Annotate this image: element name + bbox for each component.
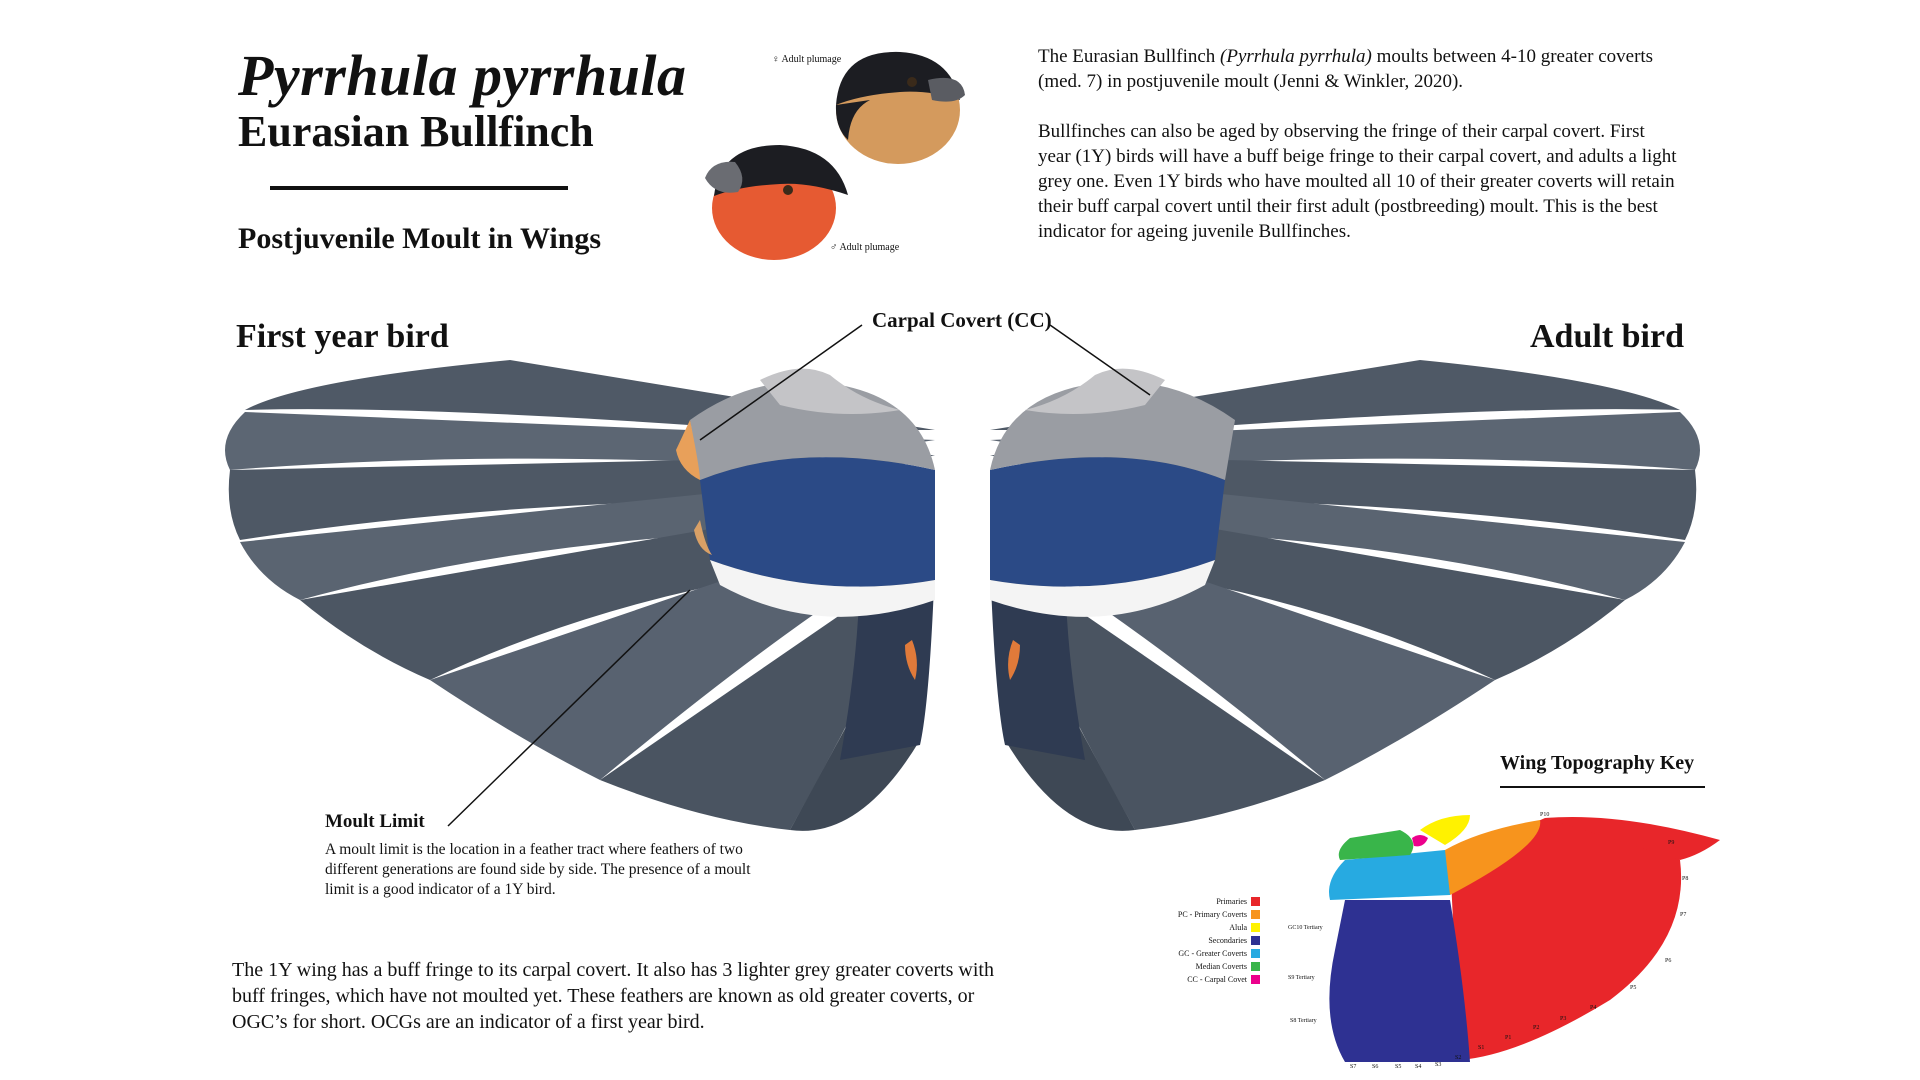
legend-item	[1130, 921, 1260, 934]
topography-legend	[1130, 895, 1260, 986]
carpal-covert-label: Carpal Covert (CC)	[872, 308, 1052, 332]
label-p2: P2	[1533, 1025, 1540, 1031]
label-p6: P6	[1665, 958, 1672, 964]
label-s5: S5	[1395, 1064, 1402, 1070]
legend-swatch	[1251, 897, 1260, 906]
page-subtitle: Postjuvenile Moult in Wings	[238, 222, 602, 255]
label-p4: P4	[1590, 1005, 1597, 1011]
legend-swatch	[1251, 962, 1260, 971]
legend-item	[1130, 908, 1260, 921]
label-s2: S2	[1455, 1055, 1462, 1061]
scientific-name: Pyrrhula pyrrhula	[238, 43, 687, 108]
key-divider	[1500, 786, 1705, 788]
label-s9-tertiary: S9 Tertiary	[1288, 975, 1315, 981]
legend-item	[1130, 960, 1260, 973]
moult-limit-title: Moult Limit	[325, 811, 425, 832]
label-gc10-tertiary: GC10 Tertiary	[1288, 925, 1323, 931]
common-name: Eurasian Bullfinch	[238, 107, 594, 156]
female-head-illustration	[836, 52, 965, 164]
topography-key-wing	[1329, 815, 1720, 1062]
label-p8: P8	[1682, 876, 1689, 882]
legend-item	[1130, 947, 1260, 960]
legend-swatch	[1251, 923, 1260, 932]
legend-item	[1130, 973, 1260, 986]
intro-text	[1038, 44, 1678, 269]
label-p5: P5	[1630, 985, 1637, 991]
first-year-wing-illustration	[225, 360, 935, 831]
legend-swatch	[1251, 975, 1260, 984]
label-p3: P3	[1560, 1016, 1567, 1022]
legend-label: Median Coverts	[1195, 962, 1247, 971]
legend-swatch	[1251, 936, 1260, 945]
legend-swatch	[1251, 910, 1260, 919]
legend-label: PC - Primary Coverts	[1177, 910, 1247, 919]
label-s8-tertiary: S8 Tertiary	[1290, 1018, 1317, 1024]
label-s7: S7	[1350, 1064, 1357, 1070]
key-title: Wing Topography Key	[1500, 752, 1695, 774]
legend-label: Primaries	[1216, 897, 1247, 906]
label-p7: P7	[1680, 912, 1687, 918]
legend-item	[1130, 895, 1260, 908]
label-s6: S6	[1372, 1064, 1379, 1070]
adult-label: Adult bird	[1530, 318, 1684, 355]
moult-limit-description: A moult limit is the location in a feather tract where feathers of two different generations are found side by side. The presence of a moult limit is a good indicator of a 1Y bird.	[325, 841, 751, 898]
legend-label: Alula	[1229, 923, 1247, 932]
first-year-wing-note: The 1Y wing has a buff fringe to its carpal covert. It also has 3 lighter grey greater coverts with buff fringes, which have not moulted yet. These feathers are known as old greater coverts, or OGC’s for short. OCGs are an indicator of a first year bird.	[232, 959, 994, 1033]
first-year-label: First year bird	[236, 318, 449, 355]
male-plumage-label: ♂ Adult plumage	[830, 242, 900, 253]
legend-label: GC - Greater Coverts	[1178, 949, 1247, 958]
label-p10: P10	[1540, 812, 1550, 818]
label-s4: S4	[1415, 1064, 1422, 1070]
intro-paragraph-1: The Eurasian Bullfinch (Pyrrhula pyrrhula) moults between 4-10 greater coverts (med. 7) in postjuvenile moult (Jenni & Winkler, 2020).	[1038, 46, 1654, 92]
label-s1: S1	[1478, 1045, 1485, 1051]
female-plumage-label: ♀ Adult plumage	[772, 54, 842, 65]
label-s3: S3	[1435, 1062, 1442, 1068]
label-p1: P1	[1505, 1035, 1512, 1041]
legend-item	[1130, 934, 1260, 947]
intro-paragraph-2: Bullfinches can also be aged by observing the fringe of their carpal covert. First year (1Y) birds will have a buff beige fringe to their carpal covert, and adults a light grey one. Even 1Y birds who have moulted all 10 of their greater coverts will retain their buff carpal covert until their first adult (postbreeding) moult. This is the best indicator for ageing juvenile Bullfinches.	[1038, 121, 1677, 242]
male-head-illustration	[705, 145, 848, 260]
legend-label: Secondaries	[1208, 936, 1247, 945]
legend-label: CC - Carpal Covet	[1187, 975, 1247, 984]
legend-swatch	[1251, 949, 1260, 958]
label-p9: P9	[1668, 840, 1675, 846]
